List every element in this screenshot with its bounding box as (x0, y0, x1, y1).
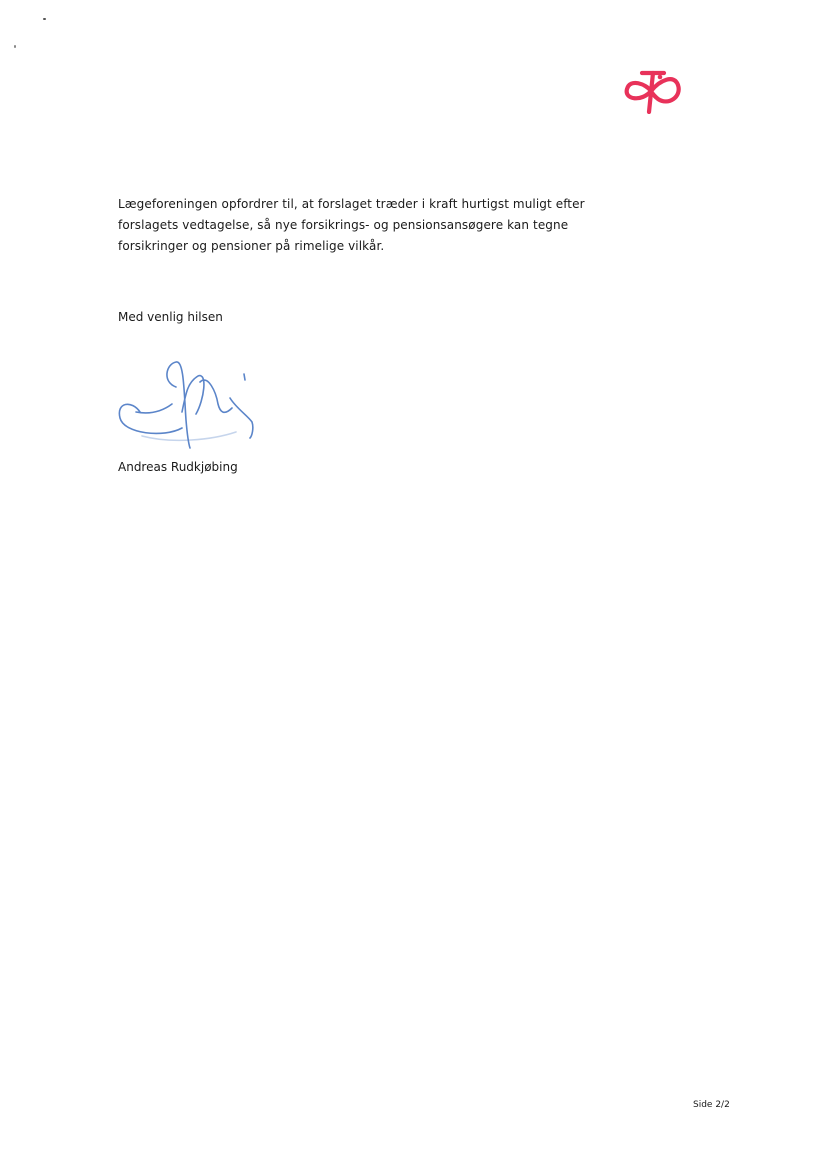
staff-of-asclepius-logo-icon (622, 64, 684, 114)
page-number: Side 2/2 (693, 1100, 730, 1110)
scan-speck (14, 45, 16, 48)
scan-speck (43, 18, 46, 20)
handwritten-signature (112, 352, 262, 452)
letter-paragraph: Lægeforeningen opfordrer til, at forslaget træder i kraft hurtigst muligt efter forslagets vedtagelse, så nye forsikrings- og pensionsansøgere kan tegne forsikringer og pensioner på rimelige vilkår. (118, 197, 585, 253)
signer-name: Andreas Rudkjøbing (118, 460, 238, 474)
closing-greeting: Med venlig hilsen (118, 310, 223, 324)
